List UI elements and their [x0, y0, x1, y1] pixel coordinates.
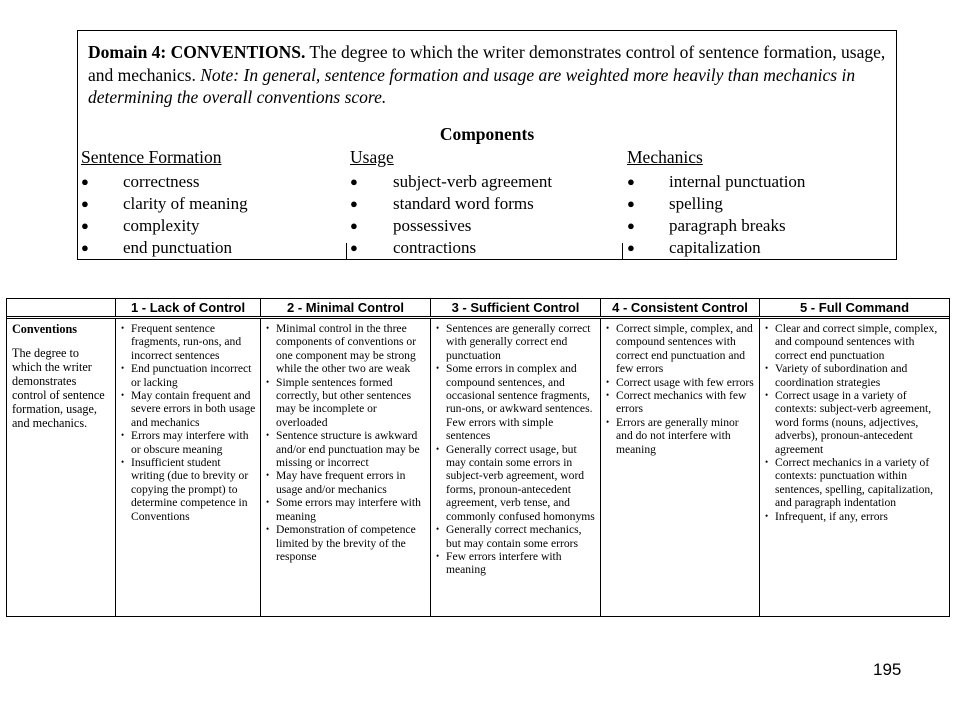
conventions-description: The degree to which the writer demonstrates control of sentence formation, usage, and mechanics. — [12, 346, 105, 430]
bullet-icon: • — [606, 416, 610, 427]
bullet-icon: • — [436, 524, 440, 535]
list-item: ● possessives — [350, 216, 472, 235]
domain-note-label: Note: — [200, 64, 240, 85]
domain-intro — [88, 41, 888, 109]
list-item: • Generally correct mechanics, but may contain some errors — [436, 523, 582, 550]
bullet-icon: ● — [81, 240, 89, 255]
list-item: ● complexity — [81, 216, 200, 235]
list-item: • Sentence structure is awkward and/or end punctuation may be missing or incorrect — [266, 429, 420, 470]
bullet-icon: • — [765, 457, 769, 468]
list-item: ● correctness — [81, 172, 200, 191]
header-cell-blank — [7, 299, 116, 316]
header-cell-lack-of-control: 1 - Lack of Control — [116, 299, 261, 316]
bullet-icon: ● — [81, 218, 89, 233]
domain-note-text: In general, sentence formation and usage are weighted more heavily than mechanics in determining the overall conventions score. — [88, 64, 856, 107]
list-item: ● internal punctuation — [627, 172, 806, 191]
bullet-icon: • — [266, 524, 270, 535]
usage-heading: Usage — [350, 147, 394, 167]
list-item: • Some errors in complex and compound sentences, and occasional sentence fragments, run-ons, or awkward sentences. Few errors with simple sentences — [436, 362, 593, 443]
list-item: • Variety of subordination and coordination strategies — [765, 362, 908, 389]
bullet-icon: • — [606, 323, 610, 333]
bullet-icon: • — [266, 497, 270, 508]
score-5-cell — [760, 319, 949, 616]
list-item: ● end punctuation — [81, 238, 233, 257]
bullet-icon: ● — [627, 174, 635, 189]
list-item: • Correct mechanics in a variety of contexts: punctuation within sentences, spelling, capitalization, and paragraph indentation — [765, 456, 934, 510]
list-item: • May contain frequent and severe errors in both usage and mechanics — [121, 389, 256, 429]
domain-title: Domain 4: CONVENTIONS. — [88, 42, 306, 62]
list-item: • Infrequent, if any, errors — [765, 509, 888, 523]
domain-description-box — [77, 30, 897, 260]
header-cell-minimal-control: 2 - Minimal Control — [261, 299, 431, 316]
bullet-icon: • — [266, 376, 270, 387]
list-item: • Correct mechanics with few errors — [606, 389, 747, 416]
score-2-cell — [261, 319, 431, 616]
list-item: • Errors are generally minor and do not interfere with meaning — [606, 415, 739, 456]
header-cell-sufficient-control: 3 - Sufficient Control — [431, 299, 601, 316]
header-cell-consistent-control: 4 - Consistent Control — [601, 299, 760, 316]
bullet-icon: • — [606, 390, 610, 401]
bullet-icon: • — [765, 390, 769, 401]
score-4-cell — [601, 319, 760, 616]
mechanics-heading: Mechanics — [627, 147, 703, 167]
bullet-icon: • — [121, 363, 125, 374]
list-item: ● spelling — [627, 194, 723, 213]
conventions-title: Conventions — [12, 322, 78, 336]
column-divider — [622, 243, 623, 259]
bullet-icon: • — [121, 323, 125, 333]
list-item: • Insufficient student writing (due to brevity or copying the prompt) to determine competence in Conventions — [121, 456, 249, 523]
bullet-icon: ● — [627, 240, 635, 255]
bullet-icon: • — [121, 457, 125, 468]
list-item: • May have frequent errors in usage and/or mechanics — [266, 469, 406, 496]
list-item: • Errors may interfere with or obscure meaning — [121, 429, 249, 456]
list-item: • Correct simple, complex, and compound sentences with correct end punctuation and few errors — [606, 322, 753, 376]
list-item: • Minimal control in the three components of conventions or one component may be strong while the other two are weak — [266, 322, 417, 376]
list-item: • Demonstration of competence limited by the brevity of the response — [266, 523, 416, 563]
bullet-icon: ● — [350, 218, 358, 233]
bullet-icon: ● — [350, 240, 358, 255]
bullet-icon: • — [121, 390, 125, 401]
list-item: • Generally correct usage, but may contain some errors in subject-verb agreement, word forms, pronoun-antecedent agreement, verb tense, and commonly confused homonyms — [436, 442, 595, 523]
list-item: • Clear and correct simple, complex, and compound sentences with correct end punctuation — [765, 322, 938, 362]
page-number: 195 — [873, 660, 902, 679]
conventions-label-cell — [7, 319, 116, 616]
list-item: ● clarity of meaning — [81, 194, 248, 213]
list-item: • Simple sentences formed correctly, but other sentences may be incomplete or overloaded — [266, 375, 412, 429]
list-item: ● contractions — [350, 238, 477, 257]
column-divider — [346, 243, 347, 259]
bullet-icon: • — [266, 430, 270, 441]
list-item: ● paragraph breaks — [627, 216, 786, 235]
bullet-icon: ● — [81, 174, 89, 189]
bullet-icon: ● — [627, 196, 635, 211]
list-item: • Correct usage in a variety of contexts: subject-verb agreement, word forms (nouns, adjectives, adverbs), pronoun-antecedent agreement — [765, 389, 932, 456]
bullet-icon: ● — [627, 218, 635, 233]
score-3-cell — [431, 319, 601, 616]
list-item: • Frequent sentence fragments, run-ons, and incorrect sentences — [121, 322, 242, 362]
bullet-icon: • — [765, 363, 769, 374]
list-item: ● capitalization — [627, 238, 761, 257]
bullet-icon: ● — [350, 174, 358, 189]
bullet-icon: • — [436, 363, 440, 374]
sentence-formation-heading: Sentence Formation — [81, 147, 222, 167]
list-item: ● subject-verb agreement — [350, 172, 553, 191]
mechanics-column — [627, 146, 805, 259]
list-item: • Correct usage with few errors — [606, 375, 754, 389]
bullet-icon: • — [121, 430, 125, 441]
bullet-icon: ● — [350, 196, 358, 211]
bullet-icon: • — [266, 470, 270, 481]
usage-column — [350, 146, 552, 259]
bullet-icon: • — [765, 510, 769, 521]
bullet-icon: • — [436, 550, 440, 561]
score-1-cell — [116, 319, 261, 616]
bullet-icon: • — [266, 323, 270, 333]
header-cell-full-command: 5 - Full Command — [799, 300, 910, 315]
list-item: • End punctuation incorrect or lacking — [121, 362, 252, 389]
list-item: • Some errors may interfere with meaning — [266, 496, 421, 523]
bullet-icon: • — [436, 323, 440, 333]
sentence-formation-column — [81, 146, 248, 259]
conventions-rubric-table — [6, 298, 950, 617]
bullet-icon: • — [606, 376, 610, 387]
bullet-icon: • — [765, 323, 769, 333]
list-item: • Sentences are generally correct with generally correct end punctuation — [436, 322, 591, 362]
domain-description: The degree to which the writer demonstrates control of sentence formation, usage, and mechanics. — [88, 42, 886, 85]
components-heading: Components — [439, 124, 535, 144]
list-item: • Few errors interfere with meaning — [436, 549, 562, 577]
bullet-icon: • — [436, 443, 440, 454]
bullet-icon: ● — [81, 196, 89, 211]
list-item: ● standard word forms — [350, 194, 534, 213]
